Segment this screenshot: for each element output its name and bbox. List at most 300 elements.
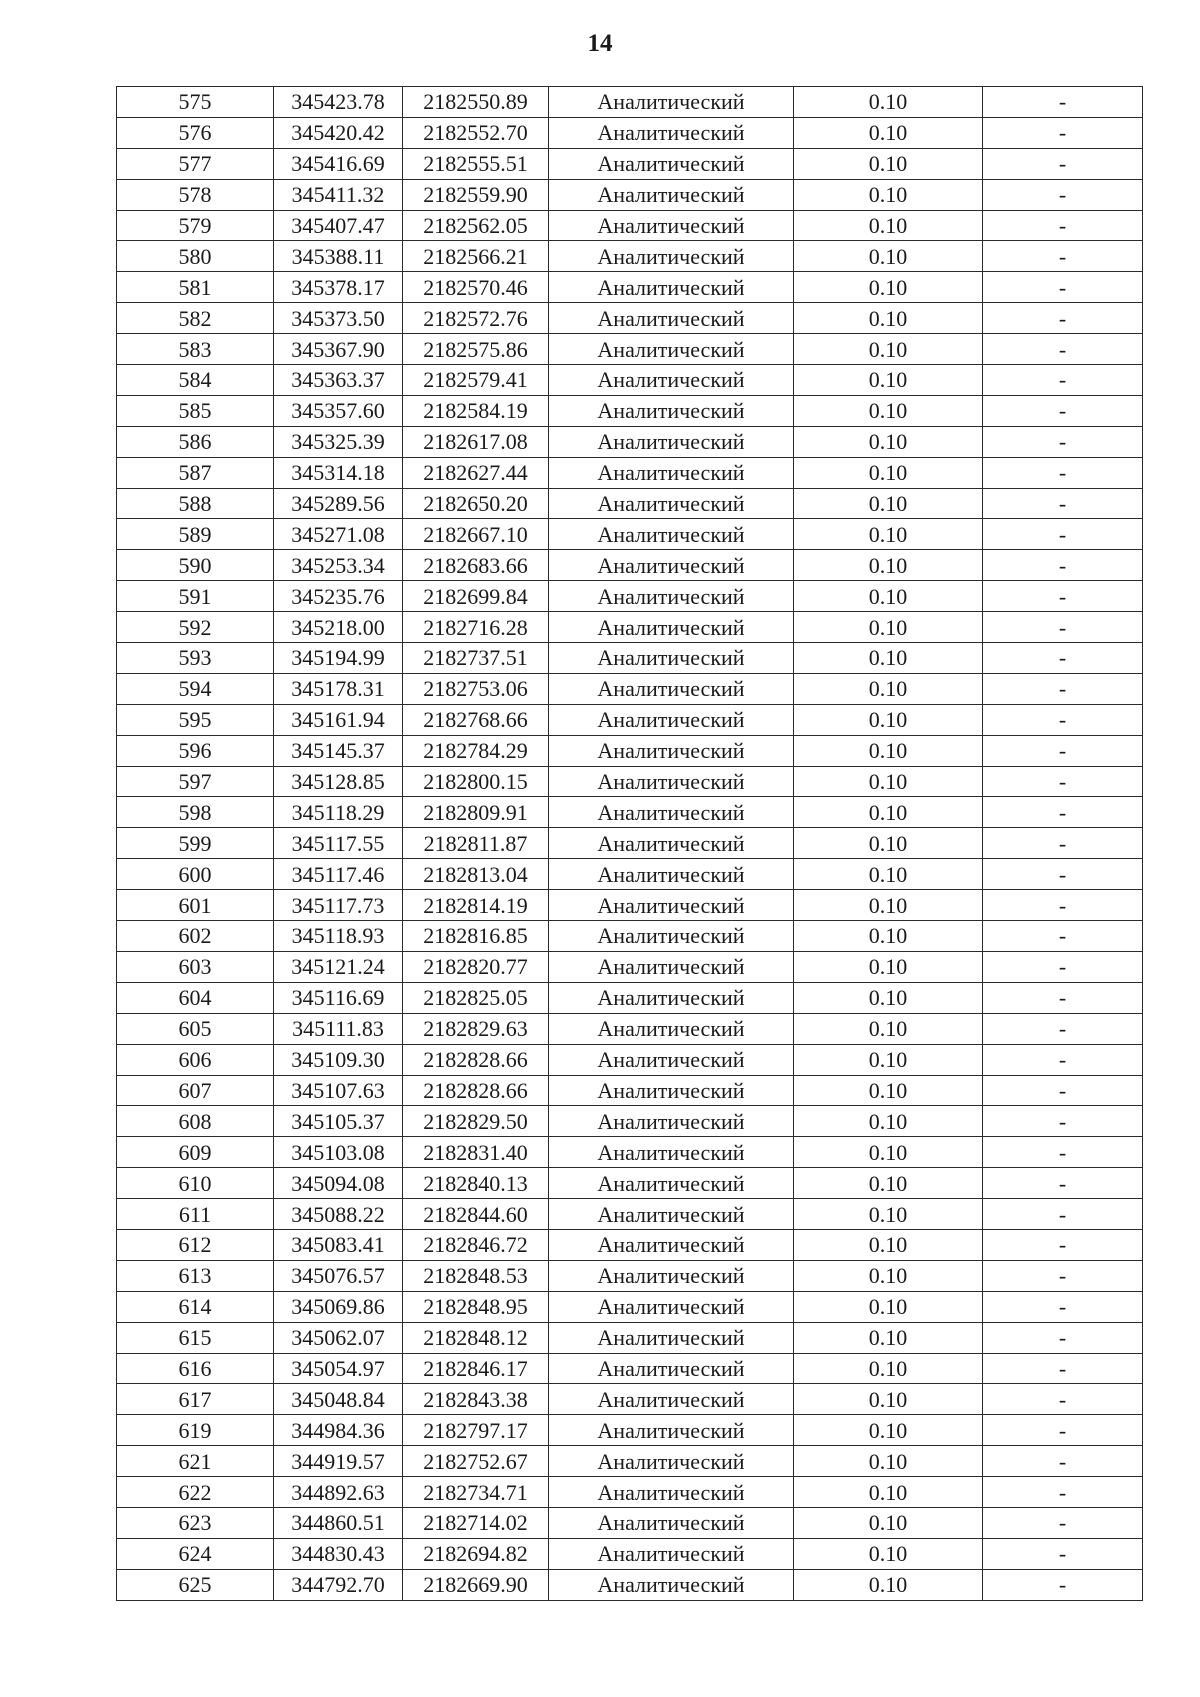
- point-number-cell: 625: [117, 1569, 274, 1600]
- method-cell: Аналитический: [549, 1507, 794, 1538]
- x-coordinate-cell: 345048.84: [274, 1384, 403, 1415]
- table-row: [117, 550, 1143, 581]
- x-coordinate-cell: 345388.11: [274, 241, 403, 272]
- y-coordinate-cell: 2182584.19: [403, 395, 549, 426]
- point-number-cell: 604: [117, 982, 274, 1013]
- y-coordinate-cell: 2182694.82: [403, 1538, 549, 1569]
- y-coordinate-cell: 2182848.95: [403, 1291, 549, 1322]
- y-coordinate-cell: 2182848.12: [403, 1322, 549, 1353]
- coordinates-table-body: [117, 87, 1143, 1601]
- point-number-cell: 588: [117, 488, 274, 519]
- table-row: [117, 982, 1143, 1013]
- y-coordinate-cell: 2182846.72: [403, 1229, 549, 1260]
- description-cell: -: [983, 1013, 1143, 1044]
- point-number-cell: 578: [117, 179, 274, 210]
- accuracy-cell: 0.10: [794, 1291, 983, 1322]
- y-coordinate-cell: 2182752.67: [403, 1446, 549, 1477]
- table-row: [117, 1322, 1143, 1353]
- x-coordinate-cell: 345069.86: [274, 1291, 403, 1322]
- y-coordinate-cell: 2182828.66: [403, 1044, 549, 1075]
- table-row: [117, 1137, 1143, 1168]
- table-row: [117, 1106, 1143, 1137]
- point-number-cell: 610: [117, 1168, 274, 1199]
- point-number-cell: 580: [117, 241, 274, 272]
- method-cell: Аналитический: [549, 272, 794, 303]
- y-coordinate-cell: 2182844.60: [403, 1199, 549, 1230]
- y-coordinate-cell: 2182843.38: [403, 1384, 549, 1415]
- x-coordinate-cell: 345094.08: [274, 1168, 403, 1199]
- y-coordinate-cell: 2182811.87: [403, 828, 549, 859]
- x-coordinate-cell: 345118.93: [274, 921, 403, 952]
- accuracy-cell: 0.10: [794, 272, 983, 303]
- x-coordinate-cell: 345105.37: [274, 1106, 403, 1137]
- accuracy-cell: 0.10: [794, 1384, 983, 1415]
- x-coordinate-cell: 345373.50: [274, 303, 403, 334]
- point-number-cell: 614: [117, 1291, 274, 1322]
- y-coordinate-cell: 2182825.05: [403, 982, 549, 1013]
- table-row: [117, 1446, 1143, 1477]
- x-coordinate-cell: 345103.08: [274, 1137, 403, 1168]
- x-coordinate-cell: 345416.69: [274, 148, 403, 179]
- point-number-cell: 582: [117, 303, 274, 334]
- method-cell: Аналитический: [549, 395, 794, 426]
- accuracy-cell: 0.10: [794, 828, 983, 859]
- point-number-cell: 577: [117, 148, 274, 179]
- method-cell: Аналитический: [549, 519, 794, 550]
- y-coordinate-cell: 2182699.84: [403, 581, 549, 612]
- accuracy-cell: 0.10: [794, 148, 983, 179]
- description-cell: -: [983, 1229, 1143, 1260]
- method-cell: Аналитический: [549, 148, 794, 179]
- point-number-cell: 606: [117, 1044, 274, 1075]
- x-coordinate-cell: 345367.90: [274, 334, 403, 365]
- x-coordinate-cell: 345161.94: [274, 704, 403, 735]
- accuracy-cell: 0.10: [794, 1137, 983, 1168]
- x-coordinate-cell: 345407.47: [274, 210, 403, 241]
- method-cell: Аналитический: [549, 1415, 794, 1446]
- table-row: [117, 457, 1143, 488]
- point-number-cell: 600: [117, 859, 274, 890]
- y-coordinate-cell: 2182840.13: [403, 1168, 549, 1199]
- y-coordinate-cell: 2182562.05: [403, 210, 549, 241]
- accuracy-cell: 0.10: [794, 179, 983, 210]
- point-number-cell: 583: [117, 334, 274, 365]
- accuracy-cell: 0.10: [794, 303, 983, 334]
- y-coordinate-cell: 2182768.66: [403, 704, 549, 735]
- method-cell: Аналитический: [549, 704, 794, 735]
- table-row: [117, 1013, 1143, 1044]
- description-cell: -: [983, 241, 1143, 272]
- description-cell: -: [983, 828, 1143, 859]
- table-row: [117, 179, 1143, 210]
- method-cell: Аналитический: [549, 1013, 794, 1044]
- table-row: [117, 148, 1143, 179]
- table-row: [117, 921, 1143, 952]
- method-cell: Аналитический: [549, 643, 794, 674]
- accuracy-cell: 0.10: [794, 1075, 983, 1106]
- accuracy-cell: 0.10: [794, 612, 983, 643]
- y-coordinate-cell: 2182575.86: [403, 334, 549, 365]
- accuracy-cell: 0.10: [794, 1415, 983, 1446]
- y-coordinate-cell: 2182784.29: [403, 735, 549, 766]
- description-cell: -: [983, 303, 1143, 334]
- method-cell: Аналитический: [549, 1199, 794, 1230]
- accuracy-cell: 0.10: [794, 890, 983, 921]
- method-cell: Аналитический: [549, 890, 794, 921]
- x-coordinate-cell: 344892.63: [274, 1477, 403, 1508]
- table-row: [117, 117, 1143, 148]
- method-cell: Аналитический: [549, 117, 794, 148]
- y-coordinate-cell: 2182650.20: [403, 488, 549, 519]
- method-cell: Аналитический: [549, 1353, 794, 1384]
- method-cell: Аналитический: [549, 1569, 794, 1600]
- method-cell: Аналитический: [549, 1538, 794, 1569]
- y-coordinate-cell: 2182683.66: [403, 550, 549, 581]
- x-coordinate-cell: 345128.85: [274, 766, 403, 797]
- accuracy-cell: 0.10: [794, 921, 983, 952]
- point-number-cell: 593: [117, 643, 274, 674]
- x-coordinate-cell: 345253.34: [274, 550, 403, 581]
- point-number-cell: 612: [117, 1229, 274, 1260]
- method-cell: Аналитический: [549, 1446, 794, 1477]
- accuracy-cell: 0.10: [794, 1260, 983, 1291]
- x-coordinate-cell: 344830.43: [274, 1538, 403, 1569]
- description-cell: -: [983, 951, 1143, 982]
- table-row: [117, 488, 1143, 519]
- x-coordinate-cell: 344792.70: [274, 1569, 403, 1600]
- accuracy-cell: 0.10: [794, 1477, 983, 1508]
- point-number-cell: 594: [117, 673, 274, 704]
- point-number-cell: 598: [117, 797, 274, 828]
- table-row: [117, 859, 1143, 890]
- method-cell: Аналитический: [549, 1322, 794, 1353]
- table-row: [117, 241, 1143, 272]
- table-row: [117, 1507, 1143, 1538]
- description-cell: -: [983, 1106, 1143, 1137]
- table-row: [117, 612, 1143, 643]
- y-coordinate-cell: 2182617.08: [403, 426, 549, 457]
- y-coordinate-cell: 2182734.71: [403, 1477, 549, 1508]
- method-cell: Аналитический: [549, 1229, 794, 1260]
- x-coordinate-cell: 345107.63: [274, 1075, 403, 1106]
- y-coordinate-cell: 2182579.41: [403, 365, 549, 396]
- method-cell: Аналитический: [549, 426, 794, 457]
- description-cell: -: [983, 334, 1143, 365]
- point-number-cell: 587: [117, 457, 274, 488]
- x-coordinate-cell: 345062.07: [274, 1322, 403, 1353]
- method-cell: Аналитический: [549, 1260, 794, 1291]
- point-number-cell: 597: [117, 766, 274, 797]
- description-cell: -: [983, 1384, 1143, 1415]
- method-cell: Аналитический: [549, 457, 794, 488]
- accuracy-cell: 0.10: [794, 1322, 983, 1353]
- point-number-cell: 599: [117, 828, 274, 859]
- method-cell: Аналитический: [549, 210, 794, 241]
- x-coordinate-cell: 345083.41: [274, 1229, 403, 1260]
- method-cell: Аналитический: [549, 828, 794, 859]
- table-row: [117, 890, 1143, 921]
- method-cell: Аналитический: [549, 488, 794, 519]
- accuracy-cell: 0.10: [794, 766, 983, 797]
- description-cell: -: [983, 735, 1143, 766]
- y-coordinate-cell: 2182552.70: [403, 117, 549, 148]
- point-number-cell: 621: [117, 1446, 274, 1477]
- accuracy-cell: 0.10: [794, 859, 983, 890]
- y-coordinate-cell: 2182753.06: [403, 673, 549, 704]
- table-row: [117, 951, 1143, 982]
- description-cell: -: [983, 1044, 1143, 1075]
- method-cell: Аналитический: [549, 1384, 794, 1415]
- accuracy-cell: 0.10: [794, 87, 983, 118]
- description-cell: -: [983, 890, 1143, 921]
- point-number-cell: 624: [117, 1538, 274, 1569]
- accuracy-cell: 0.10: [794, 395, 983, 426]
- x-coordinate-cell: 344860.51: [274, 1507, 403, 1538]
- accuracy-cell: 0.10: [794, 735, 983, 766]
- point-number-cell: 615: [117, 1322, 274, 1353]
- table-row: [117, 519, 1143, 550]
- x-coordinate-cell: 345121.24: [274, 951, 403, 982]
- description-cell: -: [983, 1538, 1143, 1569]
- accuracy-cell: 0.10: [794, 797, 983, 828]
- point-number-cell: 595: [117, 704, 274, 735]
- method-cell: Аналитический: [549, 1168, 794, 1199]
- x-coordinate-cell: 345076.57: [274, 1260, 403, 1291]
- accuracy-cell: 0.10: [794, 426, 983, 457]
- accuracy-cell: 0.10: [794, 1229, 983, 1260]
- x-coordinate-cell: 345378.17: [274, 272, 403, 303]
- description-cell: -: [983, 210, 1143, 241]
- accuracy-cell: 0.10: [794, 1044, 983, 1075]
- accuracy-cell: 0.10: [794, 1538, 983, 1569]
- y-coordinate-cell: 2182669.90: [403, 1569, 549, 1600]
- x-coordinate-cell: 345357.60: [274, 395, 403, 426]
- method-cell: Аналитический: [549, 550, 794, 581]
- point-number-cell: 590: [117, 550, 274, 581]
- x-coordinate-cell: 345218.00: [274, 612, 403, 643]
- accuracy-cell: 0.10: [794, 982, 983, 1013]
- method-cell: Аналитический: [549, 859, 794, 890]
- x-coordinate-cell: 345117.55: [274, 828, 403, 859]
- method-cell: Аналитический: [549, 241, 794, 272]
- method-cell: Аналитический: [549, 1137, 794, 1168]
- accuracy-cell: 0.10: [794, 550, 983, 581]
- accuracy-cell: 0.10: [794, 210, 983, 241]
- description-cell: -: [983, 426, 1143, 457]
- table-row: [117, 1384, 1143, 1415]
- x-coordinate-cell: 345109.30: [274, 1044, 403, 1075]
- x-coordinate-cell: 345117.73: [274, 890, 403, 921]
- description-cell: -: [983, 704, 1143, 735]
- accuracy-cell: 0.10: [794, 643, 983, 674]
- point-number-cell: 596: [117, 735, 274, 766]
- y-coordinate-cell: 2182848.53: [403, 1260, 549, 1291]
- description-cell: -: [983, 673, 1143, 704]
- y-coordinate-cell: 2182797.17: [403, 1415, 549, 1446]
- description-cell: -: [983, 797, 1143, 828]
- accuracy-cell: 0.10: [794, 673, 983, 704]
- description-cell: -: [983, 519, 1143, 550]
- table-row: [117, 1168, 1143, 1199]
- x-coordinate-cell: 345271.08: [274, 519, 403, 550]
- y-coordinate-cell: 2182627.44: [403, 457, 549, 488]
- description-cell: -: [983, 1446, 1143, 1477]
- table-row: [117, 1538, 1143, 1569]
- x-coordinate-cell: 345145.37: [274, 735, 403, 766]
- accuracy-cell: 0.10: [794, 1446, 983, 1477]
- description-cell: -: [983, 1075, 1143, 1106]
- x-coordinate-cell: 345178.31: [274, 673, 403, 704]
- y-coordinate-cell: 2182716.28: [403, 612, 549, 643]
- description-cell: -: [983, 643, 1143, 674]
- accuracy-cell: 0.10: [794, 1569, 983, 1600]
- method-cell: Аналитический: [549, 581, 794, 612]
- table-row: [117, 581, 1143, 612]
- point-number-cell: 601: [117, 890, 274, 921]
- table-row: [117, 1353, 1143, 1384]
- table-row: [117, 1260, 1143, 1291]
- point-number-cell: 579: [117, 210, 274, 241]
- method-cell: Аналитический: [549, 1106, 794, 1137]
- table-row: [117, 334, 1143, 365]
- table-row: [117, 1229, 1143, 1260]
- description-cell: -: [983, 1507, 1143, 1538]
- point-number-cell: 623: [117, 1507, 274, 1538]
- accuracy-cell: 0.10: [794, 1106, 983, 1137]
- accuracy-cell: 0.10: [794, 365, 983, 396]
- table-row: [117, 365, 1143, 396]
- method-cell: Аналитический: [549, 673, 794, 704]
- table-row: [117, 272, 1143, 303]
- description-cell: -: [983, 1168, 1143, 1199]
- table-row: [117, 1044, 1143, 1075]
- table-row: [117, 87, 1143, 118]
- y-coordinate-cell: 2182566.21: [403, 241, 549, 272]
- description-cell: -: [983, 457, 1143, 488]
- description-cell: -: [983, 859, 1143, 890]
- point-number-cell: 592: [117, 612, 274, 643]
- accuracy-cell: 0.10: [794, 1353, 983, 1384]
- method-cell: Аналитический: [549, 303, 794, 334]
- accuracy-cell: 0.10: [794, 951, 983, 982]
- description-cell: -: [983, 117, 1143, 148]
- description-cell: -: [983, 1353, 1143, 1384]
- method-cell: Аналитический: [549, 334, 794, 365]
- table-row: [117, 828, 1143, 859]
- point-number-cell: 619: [117, 1415, 274, 1446]
- point-number-cell: 613: [117, 1260, 274, 1291]
- point-number-cell: 611: [117, 1199, 274, 1230]
- y-coordinate-cell: 2182816.85: [403, 921, 549, 952]
- method-cell: Аналитический: [549, 87, 794, 118]
- x-coordinate-cell: 345411.32: [274, 179, 403, 210]
- y-coordinate-cell: 2182737.51: [403, 643, 549, 674]
- method-cell: Аналитический: [549, 982, 794, 1013]
- y-coordinate-cell: 2182559.90: [403, 179, 549, 210]
- x-coordinate-cell: 345117.46: [274, 859, 403, 890]
- x-coordinate-cell: 344919.57: [274, 1446, 403, 1477]
- point-number-cell: 585: [117, 395, 274, 426]
- description-cell: -: [983, 179, 1143, 210]
- x-coordinate-cell: 345423.78: [274, 87, 403, 118]
- method-cell: Аналитический: [549, 365, 794, 396]
- method-cell: Аналитический: [549, 1291, 794, 1322]
- description-cell: -: [983, 488, 1143, 519]
- y-coordinate-cell: 2182800.15: [403, 766, 549, 797]
- accuracy-cell: 0.10: [794, 581, 983, 612]
- y-coordinate-cell: 2182714.02: [403, 1507, 549, 1538]
- description-cell: -: [983, 1199, 1143, 1230]
- x-coordinate-cell: 345325.39: [274, 426, 403, 457]
- table-row: [117, 643, 1143, 674]
- y-coordinate-cell: 2182570.46: [403, 272, 549, 303]
- accuracy-cell: 0.10: [794, 117, 983, 148]
- method-cell: Аналитический: [549, 921, 794, 952]
- method-cell: Аналитический: [549, 766, 794, 797]
- description-cell: -: [983, 581, 1143, 612]
- coordinates-table: [116, 86, 1143, 1601]
- description-cell: -: [983, 550, 1143, 581]
- y-coordinate-cell: 2182667.10: [403, 519, 549, 550]
- table-row: [117, 1199, 1143, 1230]
- point-number-cell: 609: [117, 1137, 274, 1168]
- point-number-cell: 616: [117, 1353, 274, 1384]
- point-number-cell: 584: [117, 365, 274, 396]
- y-coordinate-cell: 2182814.19: [403, 890, 549, 921]
- y-coordinate-cell: 2182829.50: [403, 1106, 549, 1137]
- method-cell: Аналитический: [549, 179, 794, 210]
- method-cell: Аналитический: [549, 797, 794, 828]
- description-cell: -: [983, 766, 1143, 797]
- point-number-cell: 575: [117, 87, 274, 118]
- table-row: [117, 395, 1143, 426]
- description-cell: -: [983, 365, 1143, 396]
- y-coordinate-cell: 2182813.04: [403, 859, 549, 890]
- table-row: [117, 673, 1143, 704]
- y-coordinate-cell: 2182572.76: [403, 303, 549, 334]
- x-coordinate-cell: 345420.42: [274, 117, 403, 148]
- table-row: [117, 766, 1143, 797]
- page-number: 14: [587, 30, 613, 57]
- accuracy-cell: 0.10: [794, 519, 983, 550]
- x-coordinate-cell: 345235.76: [274, 581, 403, 612]
- description-cell: -: [983, 1477, 1143, 1508]
- accuracy-cell: 0.10: [794, 457, 983, 488]
- point-number-cell: 581: [117, 272, 274, 303]
- point-number-cell: 602: [117, 921, 274, 952]
- point-number-cell: 603: [117, 951, 274, 982]
- point-number-cell: 622: [117, 1477, 274, 1508]
- point-number-cell: 605: [117, 1013, 274, 1044]
- x-coordinate-cell: 344984.36: [274, 1415, 403, 1446]
- point-number-cell: 586: [117, 426, 274, 457]
- x-coordinate-cell: 345118.29: [274, 797, 403, 828]
- method-cell: Аналитический: [549, 1044, 794, 1075]
- table-row: [117, 1415, 1143, 1446]
- y-coordinate-cell: 2182846.17: [403, 1353, 549, 1384]
- accuracy-cell: 0.10: [794, 1013, 983, 1044]
- method-cell: Аналитический: [549, 612, 794, 643]
- description-cell: -: [983, 921, 1143, 952]
- point-number-cell: 589: [117, 519, 274, 550]
- description-cell: -: [983, 395, 1143, 426]
- table-row: [117, 1569, 1143, 1600]
- table-row: [117, 210, 1143, 241]
- y-coordinate-cell: 2182550.89: [403, 87, 549, 118]
- description-cell: -: [983, 1137, 1143, 1168]
- description-cell: -: [983, 1415, 1143, 1446]
- table-row: [117, 1477, 1143, 1508]
